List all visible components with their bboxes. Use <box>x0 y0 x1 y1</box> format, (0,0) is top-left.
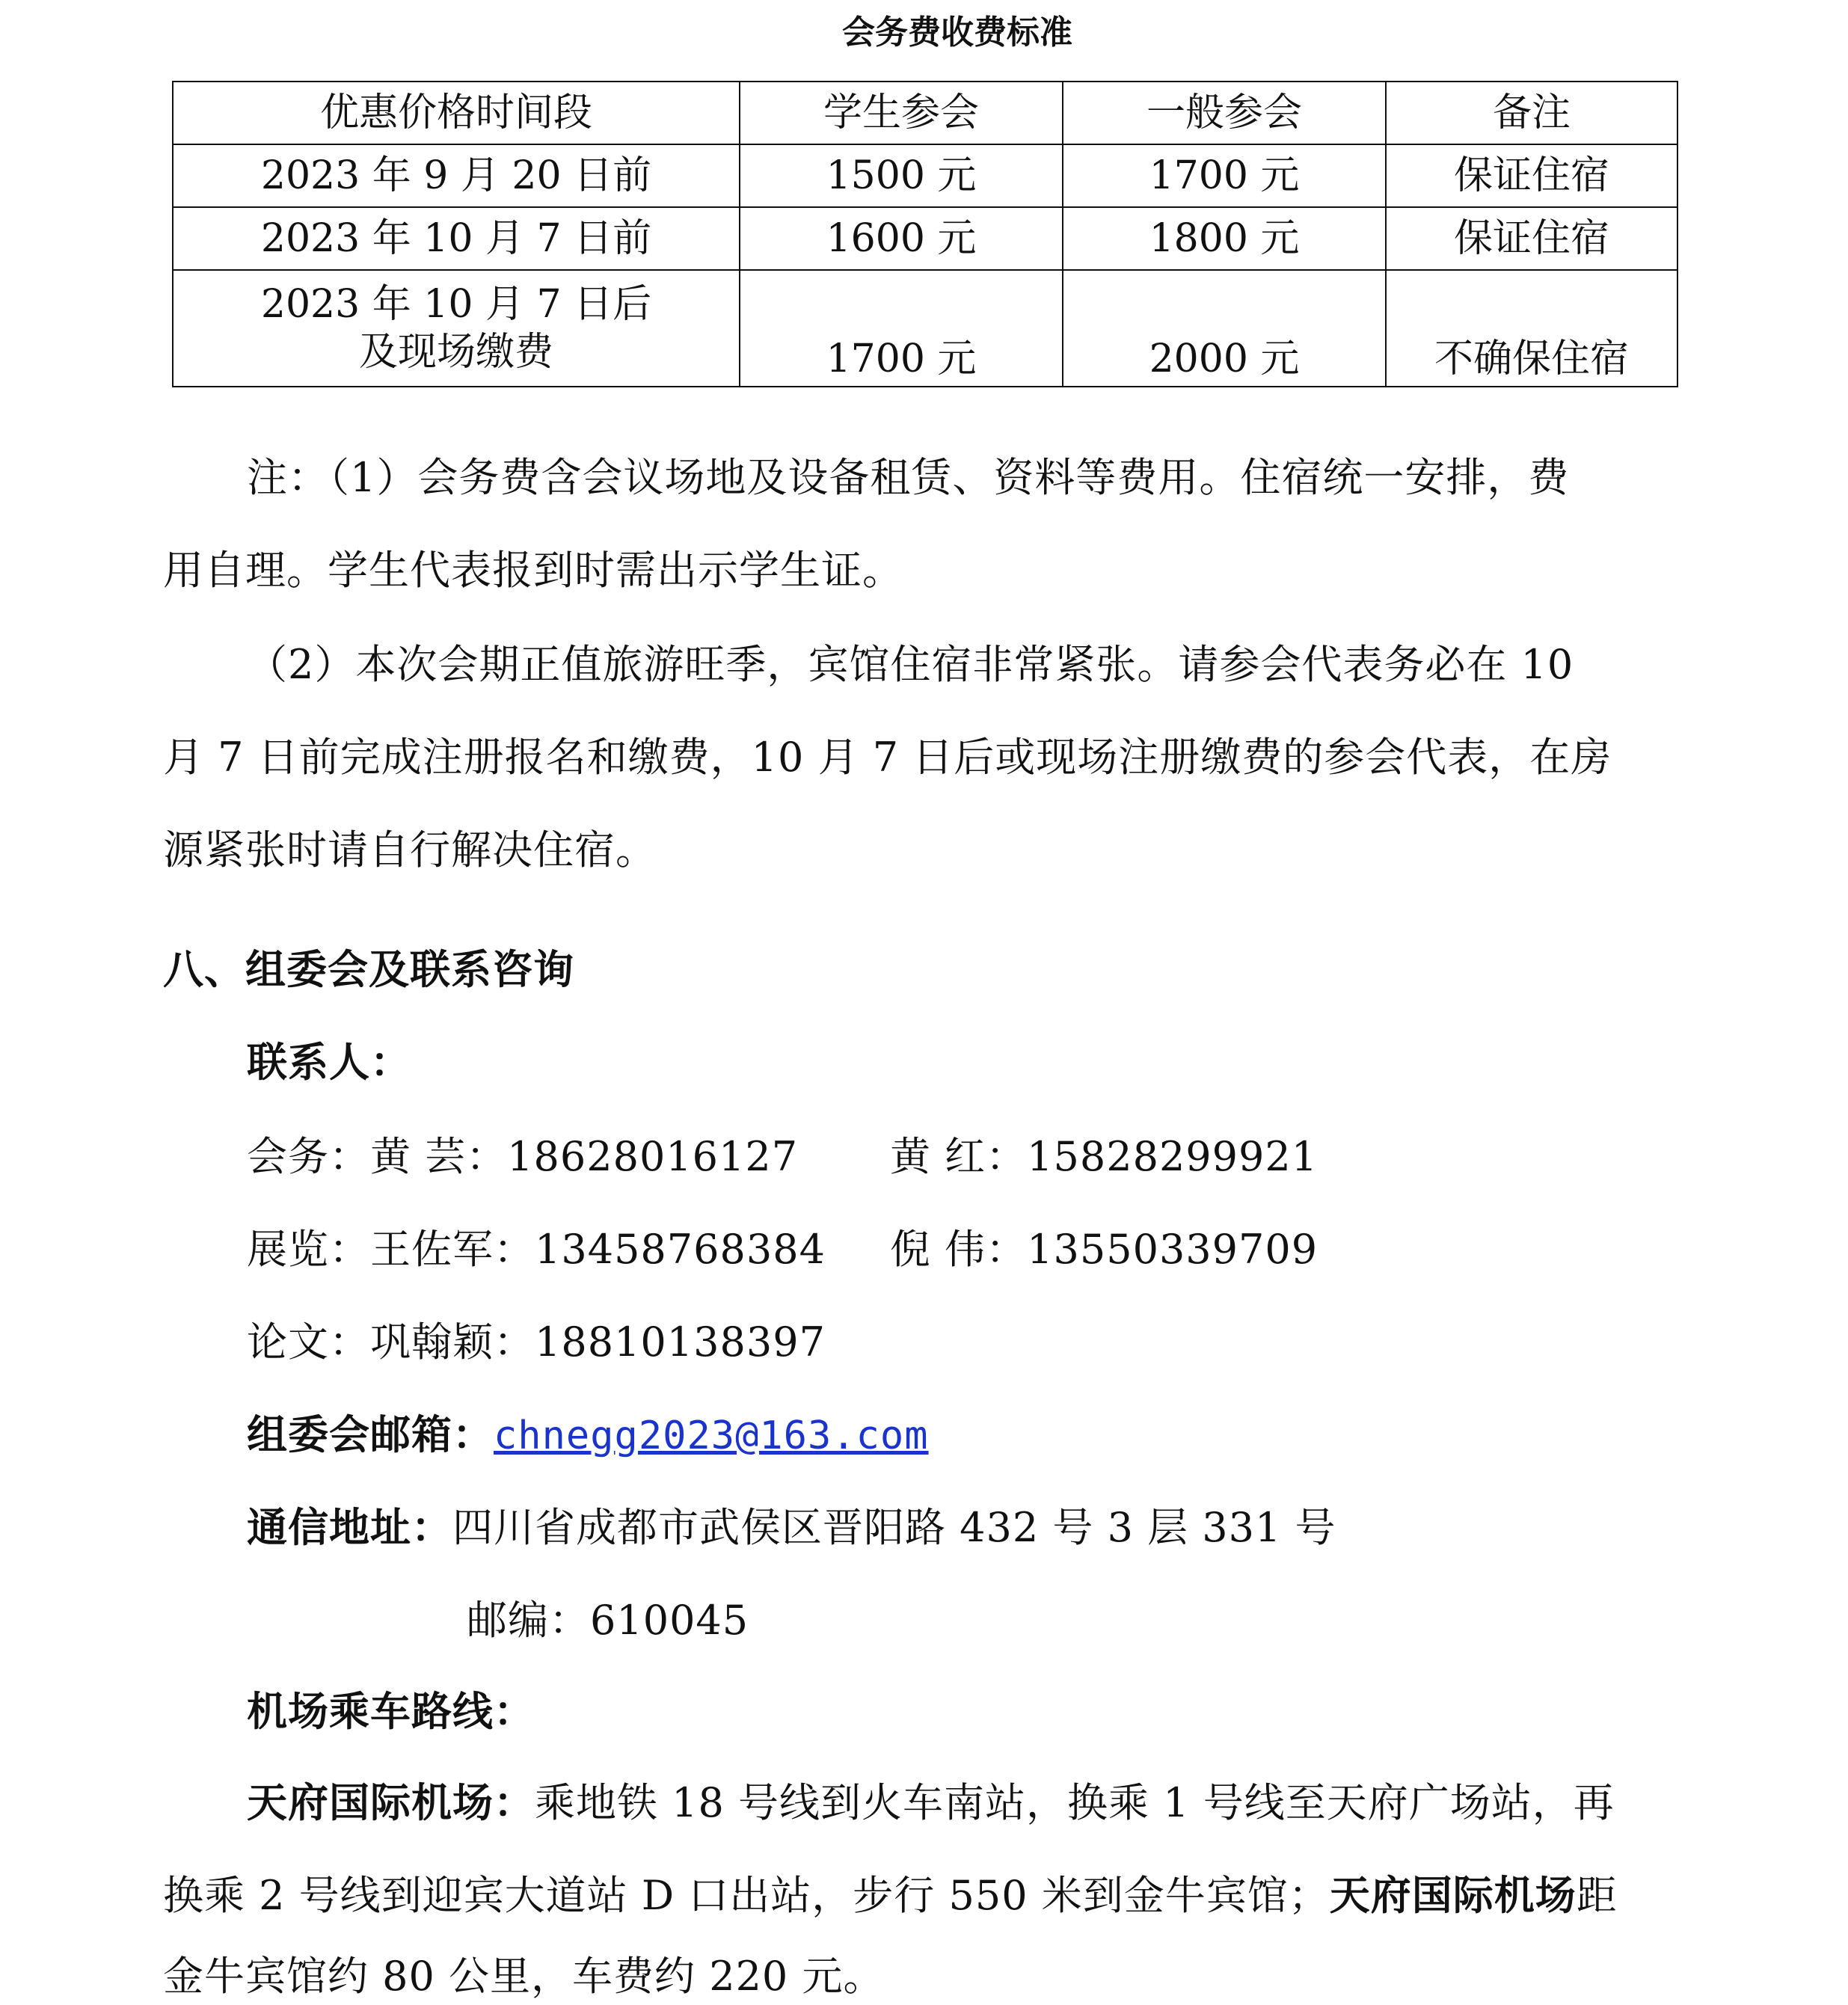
note-1-line-1: 注：（1）会务费含会议场地及设备租赁、资料等费用。住宿统一安排，费 <box>247 454 1570 501</box>
route-line-1 <box>247 1771 1615 1829</box>
contacts-label: 联系人： <box>247 1039 411 1086</box>
cell-period: 2023 年 9 月 20 日前 <box>173 144 740 207</box>
table-row <box>173 270 1677 387</box>
note-2-line-2: 月 7 日前完成注册报名和缴费，10 月 7 日后或现场注册缴费的参会代表，在房 <box>163 734 1612 781</box>
table-row <box>173 144 1677 207</box>
route-text-2a: 换乘 2 号线到迎宾大道站 D 口出站，步行 550 米到金牛宾馆； <box>163 1872 1330 1919</box>
contact-meeting-1: 会务：黄 芸：18628016127 <box>247 1133 799 1180</box>
route-airport-label: 天府国际机场： <box>247 1779 535 1826</box>
contact-meeting-2: 黄 红：15828299921 <box>890 1133 1319 1180</box>
email-link[interactable]: chnegg2023@163.com <box>494 1413 929 1458</box>
contact-paper: 论文：巩翰颖：18810138397 <box>247 1318 826 1366</box>
route-text-2c: 距 <box>1576 1872 1618 1919</box>
header-note: 备注 <box>1386 82 1677 144</box>
header-student: 学生参会 <box>740 82 1063 144</box>
route-line-3: 金牛宾馆约 80 公里，车费约 220 元。 <box>163 1953 885 2000</box>
cell-student: 1600 元 <box>740 207 1063 270</box>
cell-general: 1700 元 <box>1063 144 1386 207</box>
note-1-line-2: 用自理。学生代表报到时需出示学生证。 <box>163 547 903 594</box>
note-2-line-1: （2）本次会期正值旅游旺季，宾馆住宿非常紧张。请参会代表务必在 10 <box>247 641 1574 688</box>
cell-note: 保证住宿 <box>1386 144 1677 207</box>
section-heading: 八、组委会及联系咨询 <box>163 946 574 993</box>
table-row <box>173 207 1677 270</box>
cell-general: 2000 元 <box>1063 270 1386 387</box>
address-row <box>247 1496 1336 1553</box>
email-label: 组委会邮箱： <box>247 1411 494 1458</box>
route-text-1: 乘地铁 18 号线到火车南站，换乘 1 号线至天府广场站，再 <box>535 1779 1615 1826</box>
contact-exhibition-1: 展览：王佐军：13458768384 <box>247 1226 826 1273</box>
cell-period-line1: 2023 年 10 月 7 日后 <box>260 282 652 327</box>
contact-exhibition-2: 倪 伟：13550339709 <box>890 1226 1319 1273</box>
email-row <box>247 1403 929 1461</box>
cell-period: 2023 年 10 月 7 日前 <box>173 207 740 270</box>
cell-note: 保证住宿 <box>1386 207 1677 270</box>
table-header-row <box>173 82 1677 144</box>
route-line-2 <box>163 1864 1618 1921</box>
fee-table-title: 会务费收费标准 <box>842 13 1072 52</box>
route-label: 机场乘车路线： <box>247 1688 535 1735</box>
cell-student: 1700 元 <box>740 270 1063 387</box>
cell-note: 不确保住宿 <box>1386 270 1677 387</box>
address-text: 四川省成都市武侯区晋阳路 432 号 3 层 331 号 <box>452 1504 1336 1551</box>
address-label: 通信地址： <box>247 1504 452 1551</box>
cell-period-line2: 及现场缴费 <box>358 330 553 375</box>
fee-table <box>172 81 1678 387</box>
route-airport-inline: 天府国际机场 <box>1329 1872 1577 1919</box>
postcode: 邮编：610045 <box>467 1597 749 1644</box>
cell-student: 1500 元 <box>740 144 1063 207</box>
cell-general: 1800 元 <box>1063 207 1386 270</box>
header-period: 优惠价格时间段 <box>173 82 740 144</box>
note-2-line-3: 源紧张时请自行解决住宿。 <box>163 826 657 873</box>
cell-period <box>173 270 740 387</box>
header-general: 一般参会 <box>1063 82 1386 144</box>
